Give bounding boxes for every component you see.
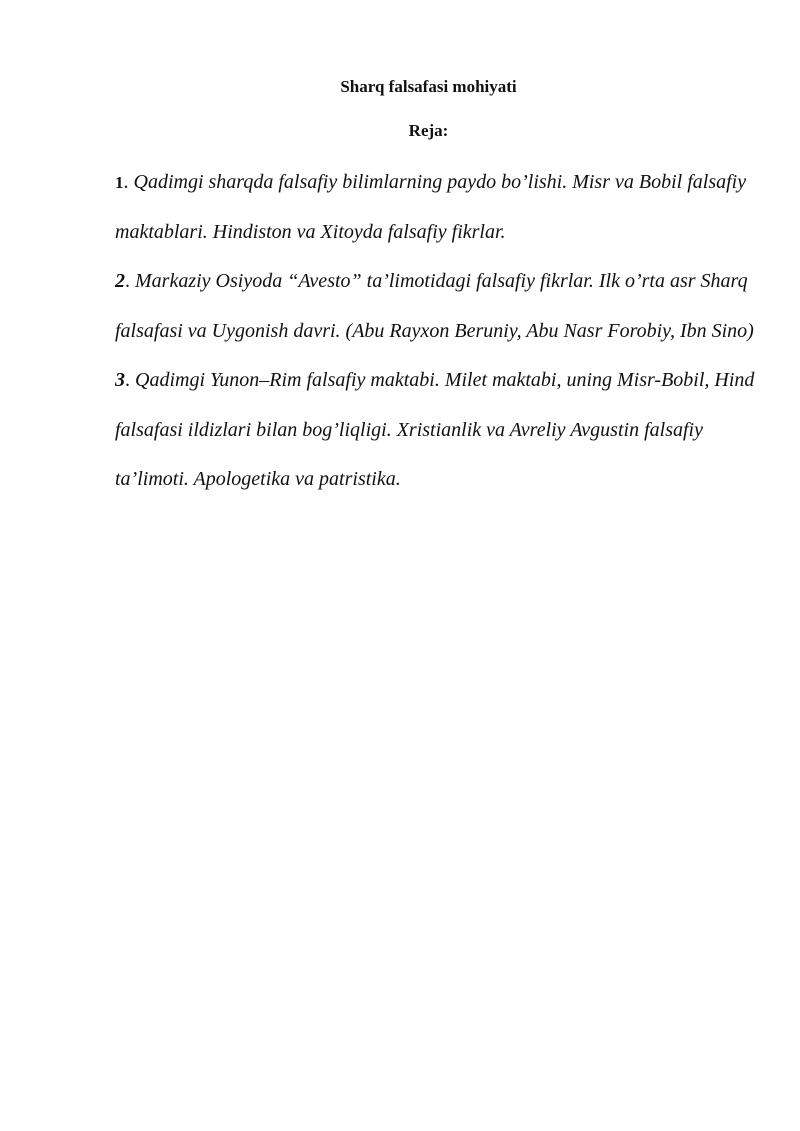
plan-item-separator: . — [125, 369, 130, 391]
plan-item-text: Qadimgi sharqda falsafiy bilimlarning paydo bo’lishi. Misr va Bobil falsafiy maktablari. Hindiston va Xitoyda falsafiy fikrlar. — [115, 171, 747, 243]
plan-item-number: 2 — [115, 270, 125, 292]
plan-item-number: 1 — [115, 173, 124, 192]
plan-heading: Reja: — [408, 121, 449, 140]
plan-item-1 — [115, 158, 755, 257]
plan-item-2 — [115, 257, 755, 356]
plan-item-separator: . — [125, 270, 130, 292]
plan-item-3 — [115, 356, 755, 505]
plan-item-separator: . — [123, 171, 129, 193]
plan-item-text: Markaziy Osiyoda “Avesto” ta’limotidagi falsafiy fikrlar. Ilk o’rta asr Sharq falsafasi va Uygonish davri. (Abu Rayxon Beruniy, Abu Nasr Forobiy, Ibn Sino) — [115, 270, 754, 342]
plan-item-number: 3 — [115, 369, 125, 391]
plan-item-text: Qadimgi Yunon–Rim falsafiy maktabi. Milet maktabi, uning Misr-Bobil, Hind falsafasi ildizlari bilan bog’liqligi. Xristianlik va Avreliy Avgustin falsafiy ta’limoti. Apologetika va patristika. — [115, 369, 755, 490]
document-title: Sharq falsafasi mohiyati — [340, 77, 517, 96]
plan-list — [115, 158, 755, 505]
